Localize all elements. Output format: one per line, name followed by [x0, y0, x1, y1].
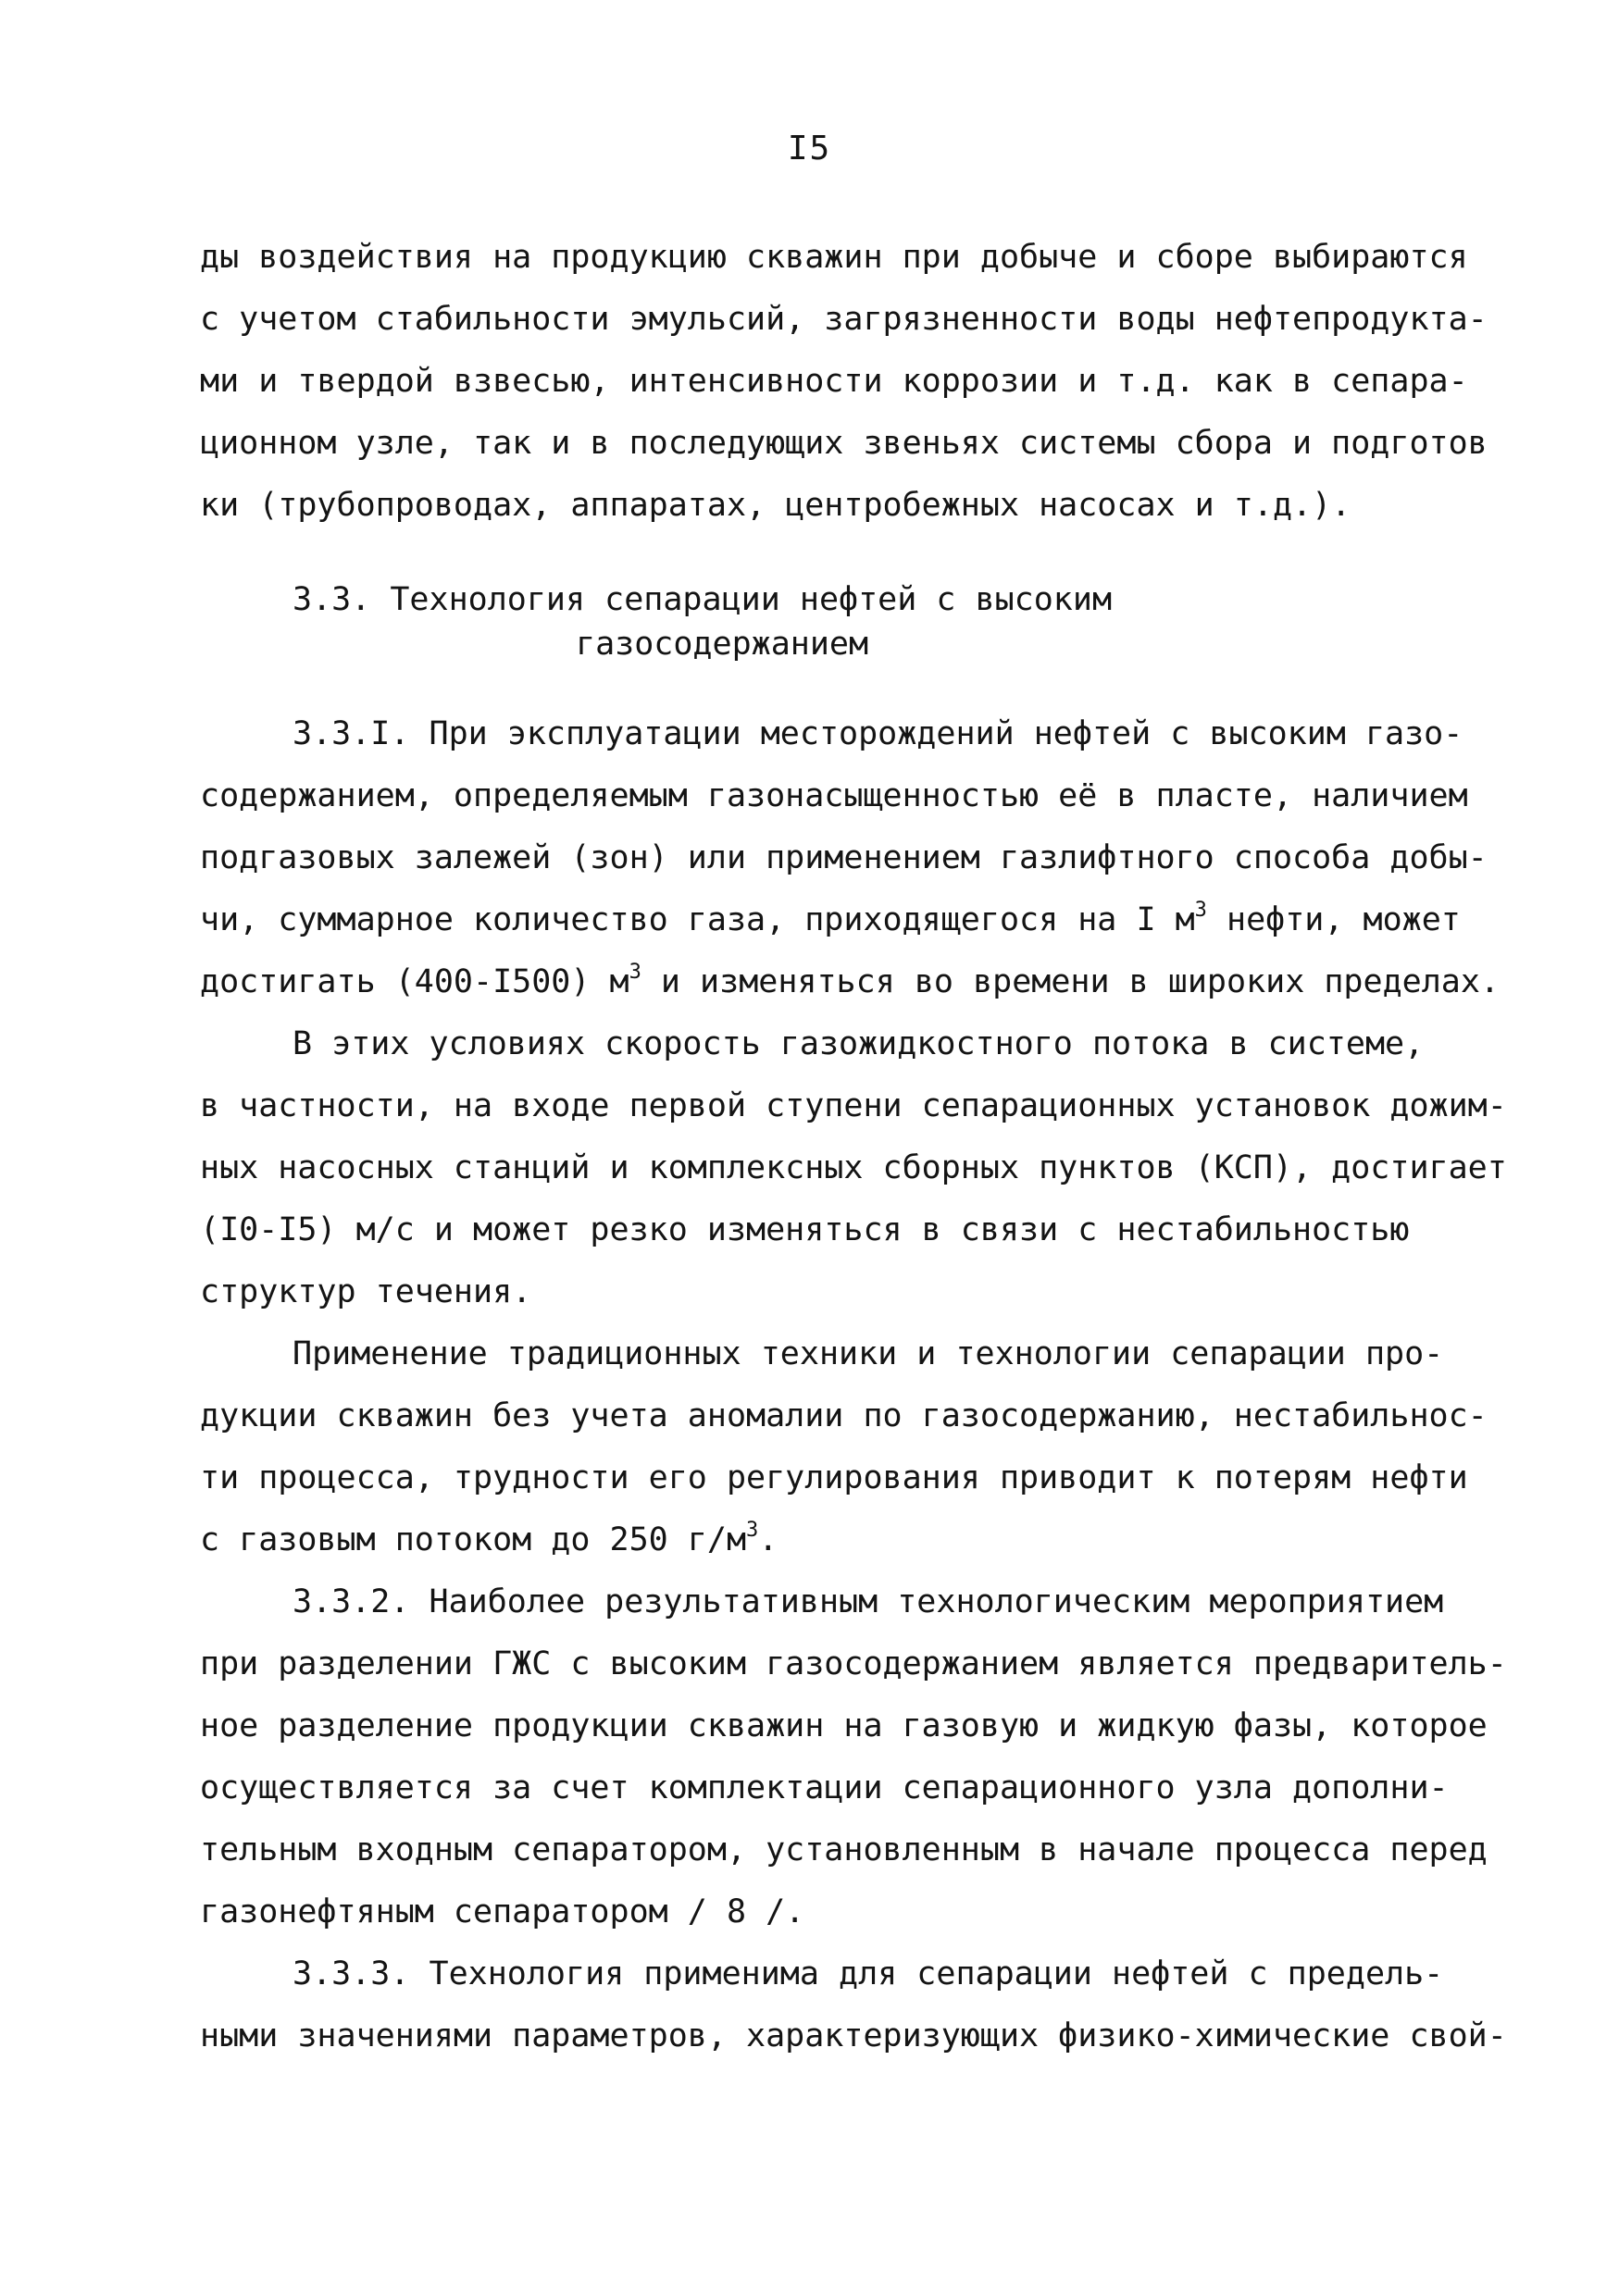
text-line: В этих условиях скорость газожидкостного потока в системе,	[293, 1025, 1425, 1062]
text-line: ное разделение продукции скважин на газовую и жидкую фазы, которое	[200, 1707, 1488, 1744]
text-line: Применение традиционных техники и технологии сепарации про-	[293, 1335, 1444, 1372]
text-line: в частности, на входе первой ступени сепарационных установок дожим-	[200, 1087, 1507, 1124]
text-line: (I0-I5) м/с и может резко изменяться в связи с нестабильностью	[200, 1211, 1410, 1248]
text-line: ных насосных станций и комплексных сборных пунктов (КСП), достигает	[200, 1149, 1507, 1186]
text-run: .	[758, 1521, 778, 1558]
text-line: содержанием, определяемым газонасыщенностью её в пласте, наличием	[200, 777, 1468, 814]
text-line: 3.3.I. При эксплуатации месторождений нефтей с высоким газо-	[293, 715, 1463, 752]
text-line: газонефтяным сепаратором / 8 /.	[200, 1893, 805, 1930]
text-line	[200, 963, 1500, 1000]
text-line: тельным входным сепаратором, установленным в начале процесса перед	[200, 1831, 1488, 1868]
text-line: структур течения.	[200, 1273, 532, 1310]
text-line: ки (трубопроводах, аппаратах, центробежных насосах и т.д.).	[200, 487, 1351, 524]
text-line: ми и твердой взвесью, интенсивности коррозии и т.д. как в сепара-	[200, 363, 1468, 400]
superscript: 3	[629, 961, 641, 985]
text-run: нефти, может	[1206, 901, 1461, 938]
superscript: 3	[1194, 899, 1207, 923]
text-line	[200, 901, 1461, 938]
text-line: дукции скважин без учета аномалии по газосодержанию, нестабильнос-	[200, 1397, 1488, 1434]
superscript: 3	[746, 1519, 759, 1543]
section-heading-continuation: газосодержанием	[576, 626, 869, 663]
text-line: ды воздействия на продукцию скважин при добыче и сборе выбираются	[200, 239, 1468, 276]
text-line: ти процесса, трудности его регулирования приводит к потерям нефти	[200, 1459, 1468, 1496]
text-run: и изменяться во времени в широких пределах.	[641, 963, 1501, 1000]
text-line: при разделении ГЖС с высоким газосодержанием является предваритель-	[200, 1645, 1507, 1682]
text-line: подгазовых залежей (зон) или применением газлифтного способа добы-	[200, 839, 1488, 876]
page-number: I5	[787, 130, 832, 168]
text-line: 3.3.3. Технология применима для сепарации нефтей с предель-	[293, 1955, 1444, 1992]
section-heading: 3.3. Технология сепарации нефтей с высоким	[293, 581, 1113, 618]
text-line: ционном узле, так и в последующих звеньях системы сбора и подготов	[200, 425, 1488, 462]
text-line: осуществляется за счет комплектации сепарационного узла дополни-	[200, 1769, 1449, 1806]
text-run: чи, суммарное количество газа, приходящегося на I м	[200, 901, 1195, 938]
text-line: ными значениями параметров, характеризующих физико-химические свой-	[200, 2017, 1507, 2054]
text-line: 3.3.2. Наиболее результативным технологическим мероприятием	[293, 1583, 1444, 1620]
text-run: достигать (400-I500) м	[200, 963, 629, 1000]
text-line: с учетом стабильности эмульсий, загрязненности воды нефтепродукта-	[200, 301, 1488, 338]
text-line	[200, 1521, 778, 1558]
text-run: с газовым потоком до 250 г/м	[200, 1521, 747, 1558]
